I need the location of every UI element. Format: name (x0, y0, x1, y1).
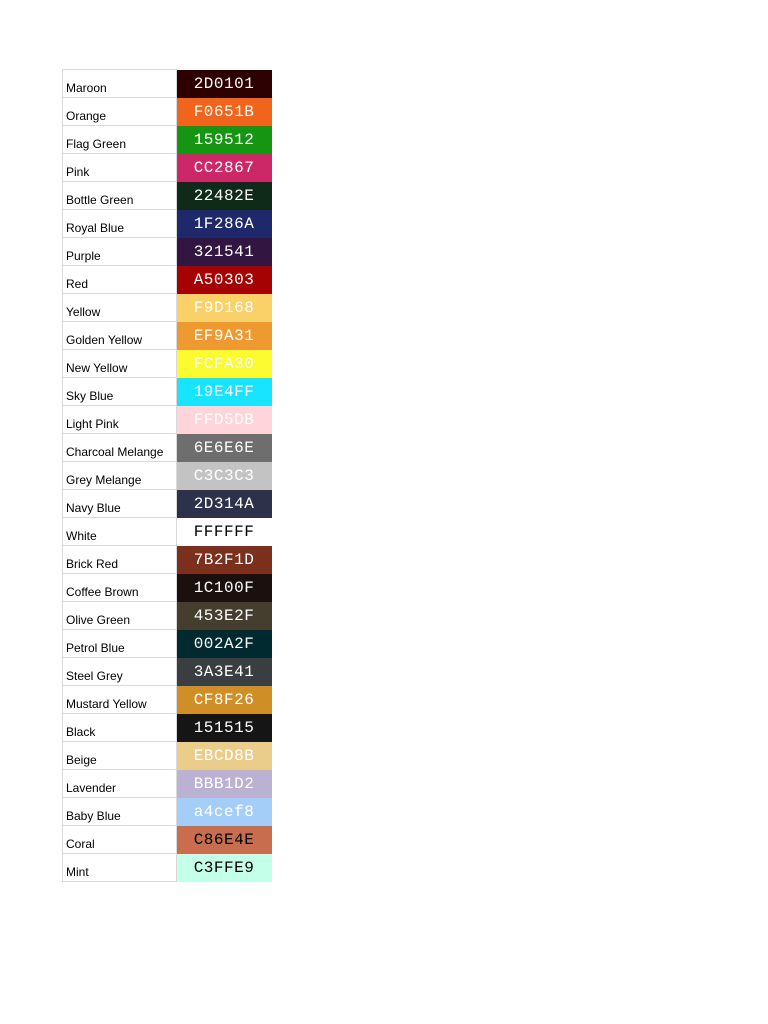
color-swatch-code: FCFA30 (177, 350, 272, 378)
color-swatch-code: 6E6E6E (177, 434, 272, 462)
color-name: Black (63, 714, 177, 742)
color-name: Flag Green (63, 126, 177, 154)
color-row (63, 630, 272, 658)
color-row (63, 602, 272, 630)
color-name: Light Pink (63, 406, 177, 434)
color-name: Yellow (63, 294, 177, 322)
color-swatch-code: 2D0101 (177, 70, 272, 98)
color-row (63, 238, 272, 266)
color-name: Charcoal Melange (63, 434, 177, 462)
color-swatch-code: 159512 (177, 126, 272, 154)
color-swatch-code: F0651B (177, 98, 272, 126)
color-row (63, 294, 272, 322)
color-row (63, 770, 272, 798)
color-row (63, 462, 272, 490)
color-swatch-code: BBB1D2 (177, 770, 272, 798)
color-name: Coffee Brown (63, 574, 177, 602)
color-name: Maroon (63, 70, 177, 98)
color-swatch-code: 3A3E41 (177, 658, 272, 686)
color-swatch-code: 321541 (177, 238, 272, 266)
color-swatch-code: 19E4FF (177, 378, 272, 406)
color-name: Brick Red (63, 546, 177, 574)
color-name: Sky Blue (63, 378, 177, 406)
color-name: Baby Blue (63, 798, 177, 826)
color-name: White (63, 518, 177, 546)
color-swatch-code: C3FFE9 (177, 854, 272, 882)
color-row (63, 574, 272, 602)
color-swatch-code: FFD5DB (177, 406, 272, 434)
color-row (63, 518, 272, 546)
color-swatch-code: A50303 (177, 266, 272, 294)
color-row (63, 182, 272, 210)
color-name: Pink (63, 154, 177, 182)
color-name: Mustard Yellow (63, 686, 177, 714)
color-table (62, 69, 272, 882)
color-row (63, 826, 272, 854)
color-swatch-code: 1F286A (177, 210, 272, 238)
color-name: Lavender (63, 770, 177, 798)
color-name: Golden Yellow (63, 322, 177, 350)
color-swatch-code: 453E2F (177, 602, 272, 630)
color-row (63, 350, 272, 378)
color-row (63, 854, 272, 882)
color-row (63, 798, 272, 826)
color-swatch-code: 2D314A (177, 490, 272, 518)
color-name: Mint (63, 854, 177, 882)
color-name: Orange (63, 98, 177, 126)
color-row (63, 490, 272, 518)
color-row (63, 266, 272, 294)
color-swatch-code: CC2867 (177, 154, 272, 182)
color-name: Petrol Blue (63, 630, 177, 658)
color-swatch-code: CF8F26 (177, 686, 272, 714)
color-row (63, 154, 272, 182)
color-name: Olive Green (63, 602, 177, 630)
color-swatch-code: 002A2F (177, 630, 272, 658)
color-row (63, 546, 272, 574)
color-row (63, 210, 272, 238)
color-swatch-code: 1C100F (177, 574, 272, 602)
color-name: Navy Blue (63, 490, 177, 518)
color-swatch-code: C3C3C3 (177, 462, 272, 490)
color-row (63, 434, 272, 462)
color-row (63, 70, 272, 98)
color-swatch-code: a4cef8 (177, 798, 272, 826)
color-rows (63, 70, 272, 882)
color-row (63, 378, 272, 406)
color-swatch-code: FFFFFF (177, 518, 272, 546)
color-swatch-code: EBCD8B (177, 742, 272, 770)
color-row (63, 98, 272, 126)
color-name: Coral (63, 826, 177, 854)
color-swatch-code: 22482E (177, 182, 272, 210)
color-name: Red (63, 266, 177, 294)
color-name: New Yellow (63, 350, 177, 378)
color-swatch-code: 7B2F1D (177, 546, 272, 574)
color-name: Bottle Green (63, 182, 177, 210)
color-row (63, 406, 272, 434)
color-swatch-code: 151515 (177, 714, 272, 742)
color-row (63, 658, 272, 686)
color-name: Royal Blue (63, 210, 177, 238)
color-row (63, 686, 272, 714)
color-row (63, 742, 272, 770)
color-name: Steel Grey (63, 658, 177, 686)
color-row (63, 126, 272, 154)
color-row (63, 714, 272, 742)
color-name: Purple (63, 238, 177, 266)
color-name: Grey Melange (63, 462, 177, 490)
color-swatch-code: C86E4E (177, 826, 272, 854)
color-swatch-code: EF9A31 (177, 322, 272, 350)
color-swatch-code: F9D168 (177, 294, 272, 322)
color-name: Beige (63, 742, 177, 770)
color-row (63, 322, 272, 350)
